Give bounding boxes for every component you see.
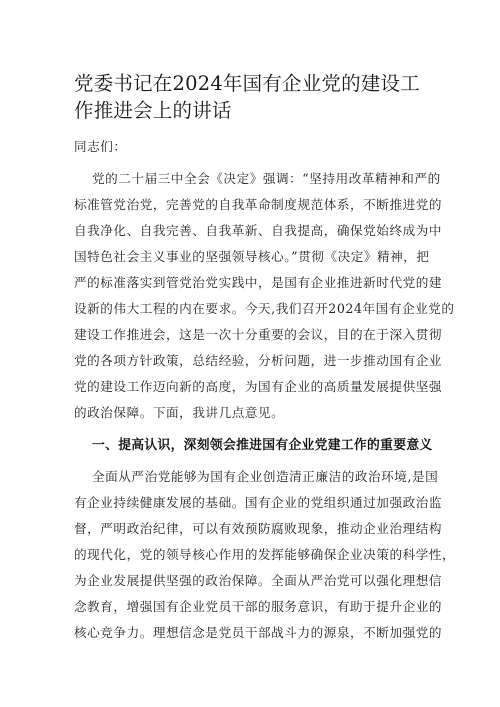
intro-line: 严的标准落实到管党治党实践中，是国有企业推进新时代党的建 [74,275,443,290]
section-line: 有企业持续健康发展的基础。国有企业的党组织通过加强政治监 [74,495,443,510]
salutation: 同志们： [74,139,127,154]
section-line: 核心竞争力。理想信念是党员干部战斗力的源泉，不断加强党的 [74,625,443,640]
intro-line: 设新的伟大工程的内在要求。今天,我们召开2024年国有企业党的 [74,301,455,316]
section-heading: 一、提高认识，深刻领会推进国有企业党建工作的重要意义 [92,438,433,453]
intro-line: 的政治保障。下面，我讲几点意见。 [74,405,285,420]
section-line: 全面从严治党能够为国有企业创造清正廉洁的政治环境,是国 [92,469,439,484]
section-line: 念教育，增强国有企业党员干部的服务意识，有助于提升企业的 [74,599,443,614]
intro-line: 自我净化、自我完善、自我革新、自我提高，确保党始终成为中 [74,223,443,238]
intro-line: 党的二十届三中全会《决定》强调：“坚持用改革精神和严的 [92,171,441,186]
section-line: 的现代化，党的领导核心作用的发挥能够确保企业决策的科学性， [74,547,456,562]
section-line: 督，严明政治纪律，可以有效预防腐败现象，推动企业治理结构 [74,521,443,536]
intro-line: 党的建设工作迈向新的高度，为国有企业的高质量发展提供坚强 [74,379,443,394]
intro-line: 党的各项方针政策，总结经验，分析问题，进一步推动国有企业 [74,353,443,368]
document-title: 党委书记在2024年国有企业党的建设工作推进会上的讲话 [74,72,420,122]
intro-line: 标准管党治党，完善党的自我革命制度规范体系，不断推进党的 [74,197,443,212]
intro-line: 建设工作推进会，这是一次十分重要的会议，目的在于深入贯彻 [74,327,443,342]
intro-line: 国特色社会主义事业的坚强领导核心。”贯彻《决定》精神，把 [74,249,430,264]
section-line: 为企业发展提供坚强的政治保障。全面从严治党可以强化理想信 [74,573,443,588]
